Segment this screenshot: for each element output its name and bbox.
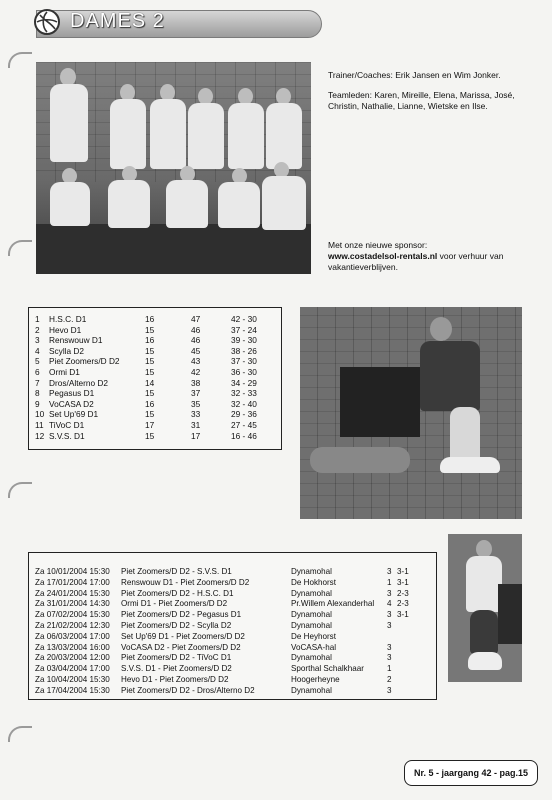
schedule-row xyxy=(35,610,423,621)
schedule-row-cell: Dynamohal xyxy=(291,685,332,695)
schedule-row-cell xyxy=(397,686,423,697)
schedule-row-cell: Pr.Willem Alexanderhal xyxy=(291,599,375,609)
schedule-row-cell: Za 17/01/2004 17:00 xyxy=(35,577,110,587)
schedule-row-cell: 1 xyxy=(387,577,392,587)
standings-row-cell: 37 - 24 xyxy=(231,324,257,335)
schedule-row-cell: Za 03/04/2004 17:00 xyxy=(35,664,110,674)
standings-row-cell: 8 xyxy=(35,388,40,399)
schedule-row-cell: Piet Zoomers/D D2 - Pegasus D1 xyxy=(121,610,242,620)
standings-row-cell: 6 xyxy=(35,366,40,377)
schedule-row-cell: VoCASA-hal xyxy=(291,642,336,652)
standings-row-cell: 16 xyxy=(145,314,155,324)
standings-row xyxy=(35,420,281,431)
standings-row-cell: 11 xyxy=(35,419,44,430)
standings-row xyxy=(35,409,281,420)
standings-row xyxy=(35,378,281,389)
schedule-row xyxy=(35,621,423,632)
schedule-row-cell: Za 07/02/2004 15:30 xyxy=(35,610,110,620)
schedule-row-cell: Piet Zoomers/D D2 - H.S.C. D1 xyxy=(121,588,234,598)
standings-row-cell: 35 xyxy=(191,398,201,409)
team-photo xyxy=(36,62,311,274)
schedule-row-cell: 3 xyxy=(387,588,392,598)
standings-row-cell: Hevo D1 xyxy=(49,324,82,335)
sponsor-text: Met onze nieuwe sponsor: www.costadelsol-rentals.nl voor verhuur van vakantieverblijven. xyxy=(328,240,504,272)
schedule-row-cell: Hoogerheyne xyxy=(291,674,340,684)
standings-row-cell: 5 xyxy=(35,356,40,367)
schedule-row-cell: 3 xyxy=(387,642,392,652)
standings-row-cell: 46 xyxy=(191,335,201,346)
schedule-row xyxy=(35,675,423,686)
schedule-row-cell: 2-3 xyxy=(397,599,409,609)
standings-row-cell: Scylla D2 xyxy=(49,345,85,356)
schedule-row-cell: 3-1 xyxy=(397,610,409,620)
standings-row-cell: 9 xyxy=(35,398,40,409)
standings-row-cell: 42 xyxy=(191,366,201,377)
team-info xyxy=(328,70,528,121)
standings-row-cell: 15 xyxy=(145,356,155,367)
schedule-row-cell: Hevo D1 - Piet Zoomers/D D2 xyxy=(121,674,229,684)
standings-row-cell: 37 - 30 xyxy=(231,356,257,367)
standings-row-cell: S.V.S. D1 xyxy=(49,430,85,441)
standings-row-cell: 31 xyxy=(191,419,201,430)
standings-row-cell: 32 - 40 xyxy=(231,398,257,409)
schedule-table xyxy=(28,552,437,700)
standings-row-cell: 1 xyxy=(35,314,40,324)
schedule-row-cell: Piet Zoomers/D D2 - Dros/Alterno D2 xyxy=(121,685,255,695)
schedule-row xyxy=(35,589,423,600)
standings-row xyxy=(35,388,281,399)
page-number: Nr. 5 - jaargang 42 - pag.15 xyxy=(404,760,538,786)
standings-row-cell: 15 xyxy=(145,388,155,399)
schedule-row-cell: Piet Zoomers/D D2 - Scylla D2 xyxy=(121,620,232,630)
standings-row-cell: H.S.C. D1 xyxy=(49,314,87,324)
schedule-row xyxy=(35,664,423,675)
schedule-row xyxy=(35,643,423,654)
schedule-row-cell: 4 xyxy=(387,599,392,609)
standings-row xyxy=(35,399,281,410)
standings-row xyxy=(35,335,281,346)
standings-row-cell: 39 - 30 xyxy=(231,335,257,346)
schedule-row-cell: VoCASA D2 - Piet Zoomers/D D2 xyxy=(121,642,241,652)
volleyball-icon xyxy=(34,9,60,35)
schedule-row-cell: Za 17/04/2004 15:30 xyxy=(35,685,110,695)
schedule-row-cell: Sporthal Schalkhaar xyxy=(291,664,364,674)
standings-row-cell: 45 xyxy=(191,345,201,356)
schedule-row-cell: Piet Zoomers/D D2 - TiVoC D1 xyxy=(121,653,232,663)
standings-row-cell: 15 xyxy=(145,366,155,377)
standings-row xyxy=(35,314,281,325)
schedule-row-cell: 3-1 xyxy=(397,567,409,576)
standings-row xyxy=(35,367,281,378)
schedule-row-cell: De Heyhorst xyxy=(291,631,336,641)
schedule-row-cell: Ormi D1 - Piet Zoomers/D D2 xyxy=(121,599,228,609)
schedule-row-cell: S.V.S. D1 - Piet Zoomers/D D2 xyxy=(121,664,232,674)
schedule-row-cell: Set Up'69 D1 - Piet Zoomers/D D2 xyxy=(121,631,245,641)
team-members-text: Teamleden: Karen, Mireille, Elena, Marissa, José, Christin, Nathalie, Lianne, Wietske en Ilse. xyxy=(328,90,515,111)
schedule-row-cell: Za 21/02/2004 12:30 xyxy=(35,620,110,630)
standings-row-cell: 36 - 30 xyxy=(231,366,257,377)
standings-row-cell: 14 xyxy=(145,377,155,388)
schedule-row-cell: 3-1 xyxy=(397,577,409,587)
schedule-row-cell: Piet Zoomers/D D2 - S.V.S. D1 xyxy=(121,567,232,576)
standings-row-cell: 2 xyxy=(35,324,40,335)
standings-row-cell: 34 - 29 xyxy=(231,377,257,388)
schedule-row-cell: 1 xyxy=(387,664,392,674)
standings-row-cell: 10 xyxy=(35,409,45,420)
standings-row-cell: 32 - 33 xyxy=(231,388,257,399)
schedule-row-cell: Dynamohal xyxy=(291,610,332,620)
schedule-row-cell xyxy=(397,643,423,654)
standings-row-cell: 27 - 45 xyxy=(231,419,257,430)
standings-row-cell: 38 - 26 xyxy=(231,345,257,356)
schedule-row-cell: Dynamohal xyxy=(291,620,332,630)
standings-row-cell: TiVoC D1 xyxy=(49,419,85,430)
schedule-row-cell: Dynamohal xyxy=(291,653,332,663)
standings-row-cell: Dros/Alterno D2 xyxy=(49,377,109,388)
binder-hole xyxy=(8,726,32,742)
schedule-row-cell: Za 20/03/2004 12:00 xyxy=(35,653,110,663)
schedule-row-cell: Dynamohal xyxy=(291,567,332,576)
schedule-row xyxy=(35,686,423,697)
standings-row-cell: 47 xyxy=(191,314,201,324)
standings-row-cell: Set Up'69 D1 xyxy=(49,409,99,420)
standings-row-cell: 3 xyxy=(35,335,40,346)
schedule-row-cell: 2 xyxy=(387,674,392,684)
standings-row-cell: 37 xyxy=(191,388,201,399)
standings-row-cell: Pegasus D1 xyxy=(49,388,95,399)
standings-row-cell: 12 xyxy=(35,430,45,441)
schedule-row-cell: Za 10/01/2004 15:30 xyxy=(35,567,110,576)
schedule-row-cell: 2-3 xyxy=(397,588,409,598)
standings-row-cell: Piet Zoomers/D D2 xyxy=(49,356,120,367)
schedule-row-cell: De Hokhorst xyxy=(291,577,336,587)
schedule-row-cell xyxy=(387,632,397,643)
standings-row-cell: 15 xyxy=(145,409,155,420)
schedule-row-cell xyxy=(397,664,423,675)
schedule-row xyxy=(35,578,423,589)
player-photo xyxy=(448,534,522,682)
schedule-row xyxy=(35,599,423,610)
standings-row xyxy=(35,346,281,357)
standings-row-cell: 33 xyxy=(191,409,201,420)
schedule-row-cell: Za 24/01/2004 15:30 xyxy=(35,588,110,598)
schedule-row-cell xyxy=(397,675,423,686)
standings-row-cell: Ormi D1 xyxy=(49,366,80,377)
schedule-row-cell: Za 31/01/2004 14:30 xyxy=(35,599,110,609)
standings-row-cell: 42 - 30 xyxy=(231,314,257,324)
binder-hole xyxy=(8,240,32,256)
standings-row-cell: 17 xyxy=(145,419,155,430)
standings-table xyxy=(28,307,282,450)
standings-row-cell: 4 xyxy=(35,345,40,356)
standings-row-cell: 38 xyxy=(191,377,201,388)
schedule-row-cell xyxy=(397,653,423,664)
standings-row-cell: 15 xyxy=(145,324,155,335)
standings-row-cell: 46 xyxy=(191,324,201,335)
schedule-row-cell: Dynamohal xyxy=(291,588,332,598)
binder-hole xyxy=(8,482,32,498)
standings-row xyxy=(35,431,281,442)
binder-hole xyxy=(8,52,32,68)
standings-row xyxy=(35,356,281,367)
standings-row-cell: 15 xyxy=(145,430,155,441)
standings-row xyxy=(35,325,281,336)
standings-row-cell: 29 - 36 xyxy=(231,409,257,420)
schedule-row xyxy=(35,567,423,578)
schedule-row-cell xyxy=(397,621,423,632)
action-photo xyxy=(300,307,522,519)
sponsor-link[interactable]: www.costadelsol-rentals.nl xyxy=(328,251,438,261)
standings-row-cell: 16 xyxy=(145,335,155,346)
standings-row-cell: 7 xyxy=(35,377,40,388)
schedule-row-cell: 3 xyxy=(387,653,392,663)
schedule-row-cell: 3 xyxy=(387,685,392,695)
page-title: DAMES 2 xyxy=(70,10,165,32)
standings-row-cell: 16 xyxy=(145,398,155,409)
schedule-row-cell: 3 xyxy=(387,567,392,576)
schedule-row-cell: 3 xyxy=(387,610,392,620)
schedule-row-cell: Za 06/03/2004 17:00 xyxy=(35,631,110,641)
schedule-row-cell: Za 10/04/2004 15:30 xyxy=(35,674,110,684)
standings-row-cell: 15 xyxy=(145,345,155,356)
standings-row-cell: VoCASA D2 xyxy=(49,398,94,409)
schedule-row-cell: 3 xyxy=(387,620,392,630)
standings-row-cell: Renswouw D1 xyxy=(49,335,103,346)
schedule-row-cell: Renswouw D1 - Piet Zoomers/D D2 xyxy=(121,577,250,587)
schedule-row-cell: Za 13/03/2004 16:00 xyxy=(35,642,110,652)
schedule-row xyxy=(35,653,423,664)
standings-row-cell: 43 xyxy=(191,356,201,367)
schedule-row xyxy=(35,632,423,643)
standings-row-cell: 17 xyxy=(191,430,201,441)
standings-row-cell: 16 - 46 xyxy=(231,430,257,441)
schedule-row-cell xyxy=(397,632,423,643)
trainers-text: Trainer/Coaches: Erik Jansen en Wim Jonker. xyxy=(328,70,501,80)
